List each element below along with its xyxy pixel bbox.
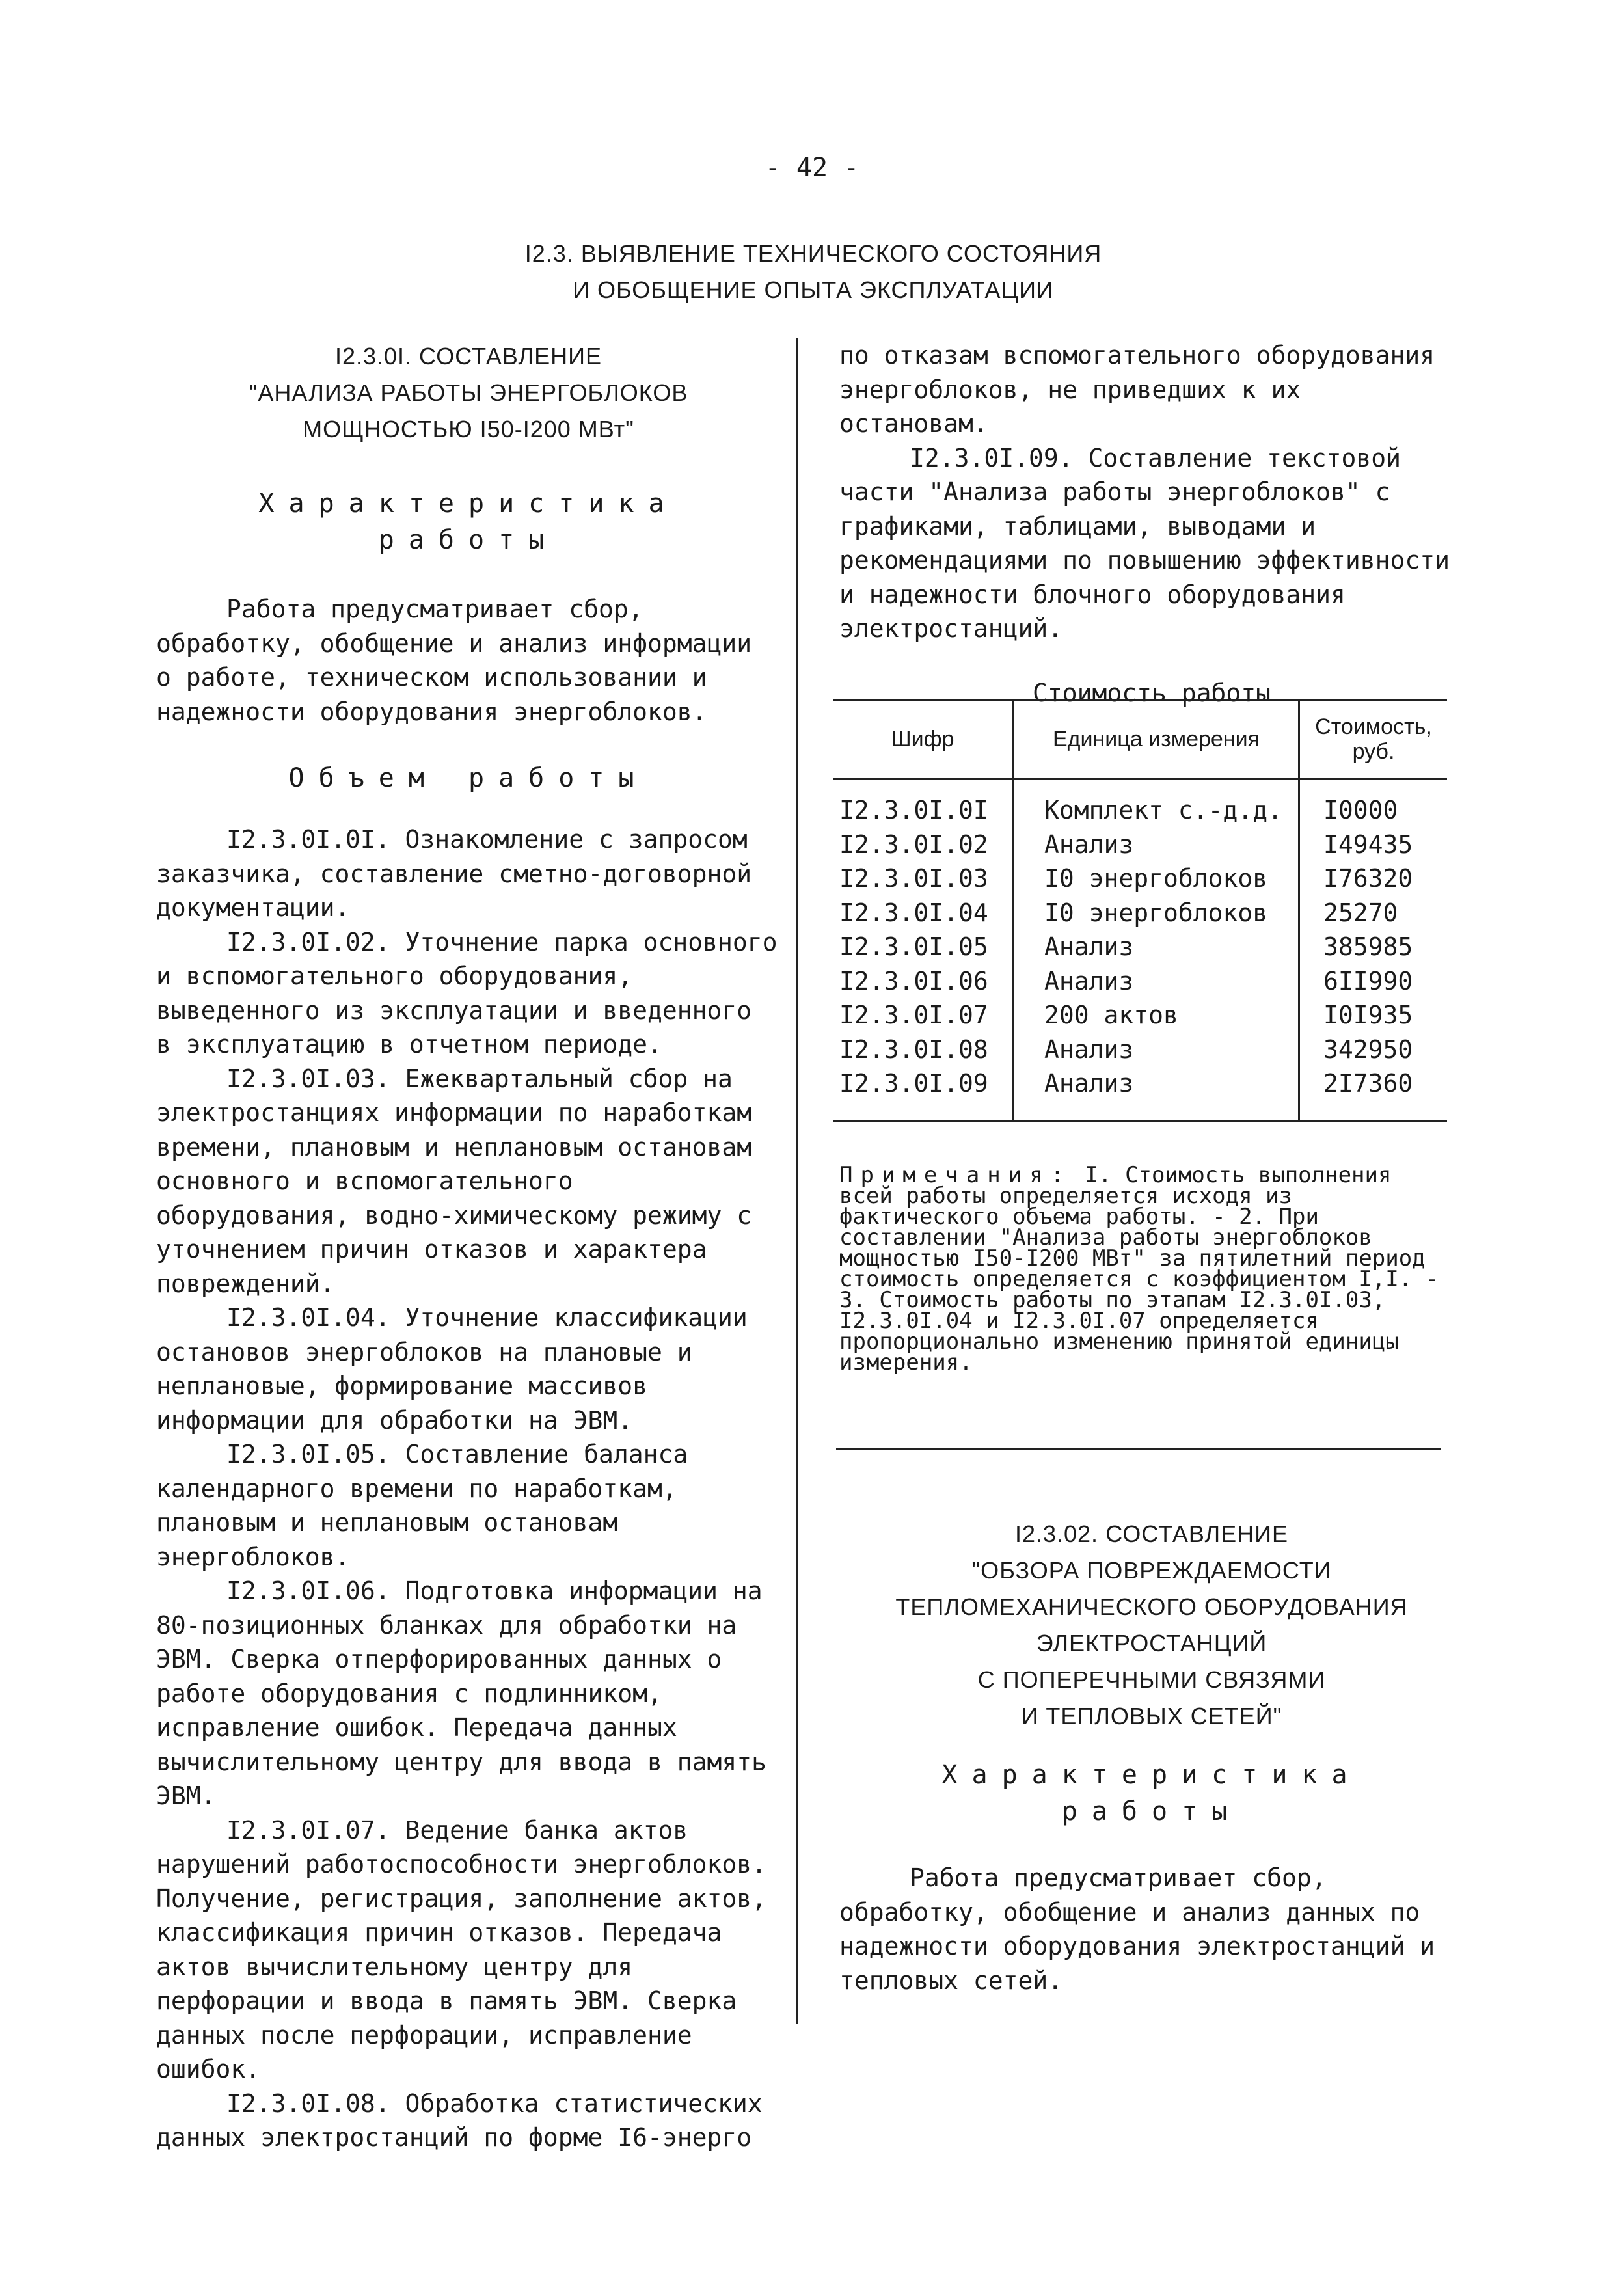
table-row <box>833 779 1447 828</box>
right-column <box>839 338 1464 707</box>
cell-cost: I0000 <box>1299 779 1448 828</box>
notes-text: I. Стоимость выполнения всей работы определяется исходя из фактического объема работы. - 2. При составлении "Анализа работы энергоблоков мощностью I50-I200 МВт" за пятилетний период стоимость определяется с коэффициентом I,I. - 3. Стоимость работы по этапам I2.3.0I.03, I2.3.0I.04 и I2.3.0I.07 определяется пропорционально изменению принятой единицы измерения. <box>839 1162 1439 1375</box>
table-row <box>833 998 1447 1033</box>
cell-code: I2.3.0I.09 <box>833 1066 1014 1121</box>
cell-unit: Анализ <box>1014 1033 1299 1067</box>
scope-item-09: I2.3.0I.09. Составление текстовой части "Анализа работы энергоблоков" с графиками, таблицами, выводами и рекомендациями по повышению эффективности и надежности блочного оборудования электростанций. <box>839 443 1450 643</box>
scope-item: I2.3.0I.06. Подготовка информации на 80-позиционных бланках для обработки на ЭВМ. Сверка отперфорированных данных о работе оборудования с подлинником, исправление ошибок. Передача данных вычислительному центру для ввода в память ЭВМ. <box>156 1577 766 1810</box>
cell-code: I2.3.0I.02 <box>839 830 988 859</box>
cell-code: I2.3.0I.0I <box>839 796 988 824</box>
cell-unit: Анализ <box>1014 1066 1299 1121</box>
heading-line: работы <box>1061 1796 1242 1826</box>
cell-code: I2.3.0I.04 <box>839 898 988 927</box>
cell-unit: Анализ <box>1014 964 1299 999</box>
subsection-1-title <box>156 338 781 448</box>
page-number: - 42 - <box>765 153 859 183</box>
subsection-title-line: I2.3.02. СОСТАВЛЕНИЕ <box>1014 1521 1289 1547</box>
characteristics-heading-2 <box>839 1757 1464 1830</box>
scope-item: I2.3.0I.02. Уточнение парка основного и вспомогательного оборудования, выведенного из эксплуатации и введенного в эксплуатацию в отчетном периоде. <box>156 927 778 1059</box>
notes-label: Примечания: <box>839 1162 1072 1188</box>
table-row <box>833 861 1447 896</box>
section-title <box>455 236 1171 308</box>
notes <box>839 1162 1457 1375</box>
section-title-line: I2.3. ВЫЯВЛЕНИЕ ТЕХНИЧЕСКОГО СОСТОЯНИЯ <box>524 240 1102 267</box>
cost-heading: Стоимость работы <box>1032 678 1271 707</box>
cell-cost: 2I7360 <box>1299 1066 1448 1121</box>
cell-code: I2.3.0I.08 <box>839 1035 988 1064</box>
cell-cost: I49435 <box>1299 828 1448 862</box>
cell-unit: 200 актов <box>1014 998 1299 1033</box>
table-row <box>833 896 1447 930</box>
header-code: Шифр <box>833 700 1014 779</box>
heading-line: работы <box>378 525 559 555</box>
cell-cost: I0I935 <box>1299 998 1448 1033</box>
section-title-line: И ОБОБЩЕНИЕ ОПЫТА ЭКСПЛУАТАЦИИ <box>573 277 1054 303</box>
scope-item: I2.3.0I.04. Уточнение классификации остановов энергоблоков на плановые и неплановые, формирование массивов информации для обработки на ЭВМ. <box>156 1303 748 1435</box>
subsection-title-line: "АНАЛИЗА РАБОТЫ ЭНЕРГОБЛОКОВ <box>249 379 688 406</box>
characteristics-text: Работа предусматривает сбор, обработку, обобщение и анализ информации о работе, техническом использовании и надежности оборудования энергоблоков. <box>156 595 752 726</box>
table-row <box>833 1033 1447 1067</box>
column-divider <box>796 338 798 2024</box>
scope-item: I2.3.0I.0I. Ознакомление с запросом заказчика, составление сметно-договорной документации. <box>156 825 752 922</box>
notes-divider <box>836 1448 1441 1450</box>
continuation-text: по отказам вспомогательного оборудования энергоблоков, не приведших к их остановам. <box>839 341 1435 438</box>
cost-table <box>833 699 1447 1122</box>
cell-unit: Комплект с.-д.д. <box>1014 779 1299 828</box>
subsection-title-line: С ПОПЕРЕЧНЫМИ СВЯЗЯМИ <box>977 1666 1326 1693</box>
table-row <box>833 828 1447 862</box>
subsection-title-line: I2.3.0I. СОСТАВЛЕНИЕ <box>334 343 602 370</box>
cell-cost: 6II990 <box>1299 964 1448 999</box>
scope-item: I2.3.0I.07. Ведение банка актов нарушений работоспособности энергоблоков. Получение, регистрация, заполнение актов, классификация причин отказов. Передача актов вычислительному центру для перфорации и ввода в память ЭВМ. Сверка данных после перфорации, исправление ошибок. <box>156 1815 766 2083</box>
subsection-title-line: ЭЛЕКТРОСТАНЦИЙ <box>1036 1630 1267 1657</box>
cell-cost: I76320 <box>1299 861 1448 896</box>
scope-item: I2.3.0I.08. Обработка статистических данных электростанций по форме I6-энерго <box>156 2089 763 2152</box>
cell-unit: I0 энергоблоков <box>1014 896 1299 930</box>
cell-code: I2.3.0I.07 <box>839 1001 988 1029</box>
characteristics-text-2: Работа предусматривает сбор, обработку, обобщение и анализ данных по надежности оборудования электростанций и тепловых сетей. <box>839 1863 1435 1995</box>
cell-code: I2.3.0I.03 <box>839 864 988 893</box>
scope-item: I2.3.0I.03. Ежеквартальный сбор на электростанциях информации по наработкам времени, плановым и неплановым остановам основного и вспомогательного оборудования, водно-химическому режиму с уточнением причин отказов и характера повреждений. <box>156 1064 752 1298</box>
subsection-title-line: И ТЕПЛОВЫХ СЕТЕЙ" <box>1021 1703 1282 1729</box>
heading-line: Характеристика <box>941 1760 1362 1790</box>
characteristics-heading <box>156 485 781 558</box>
scope-heading: Объем работы <box>288 763 649 793</box>
cell-unit: Анализ <box>1014 828 1299 862</box>
table-row <box>833 930 1447 964</box>
table-row <box>833 964 1447 999</box>
header-unit: Единица измерения <box>1014 700 1299 779</box>
cell-cost: 25270 <box>1299 896 1448 930</box>
cell-cost: 342950 <box>1299 1033 1448 1067</box>
cost-table-body <box>833 779 1447 1122</box>
header-cost: Стоимость, руб. <box>1299 700 1448 779</box>
scope-item: I2.3.0I.05. Составление баланса календарного времени по наработкам, плановым и неплановым остановам энергоблоков. <box>156 1440 688 1571</box>
scope-items <box>156 822 781 2155</box>
subsection-2-title <box>839 1516 1464 1735</box>
subsection-title-line: МОЩНОСТЬЮ I50-I200 МВт" <box>303 416 634 442</box>
subsection-title-line: ТЕПЛОМЕХАНИЧЕСКОГО ОБОРУДОВАНИЯ <box>895 1593 1408 1620</box>
heading-line: Характеристика <box>258 489 679 519</box>
cell-cost: 385985 <box>1299 930 1448 964</box>
left-column <box>156 338 781 2155</box>
subsection-title-line: "ОБЗОРА ПОВРЕЖДАЕМОСТИ <box>971 1557 1332 1584</box>
table-row <box>833 1066 1447 1121</box>
table-header-row <box>833 700 1447 779</box>
cell-unit: Анализ <box>1014 930 1299 964</box>
cell-code: I2.3.0I.06 <box>839 966 988 996</box>
cell-unit: I0 энергоблоков <box>1014 861 1299 896</box>
cell-code: I2.3.0I.05 <box>839 932 988 961</box>
